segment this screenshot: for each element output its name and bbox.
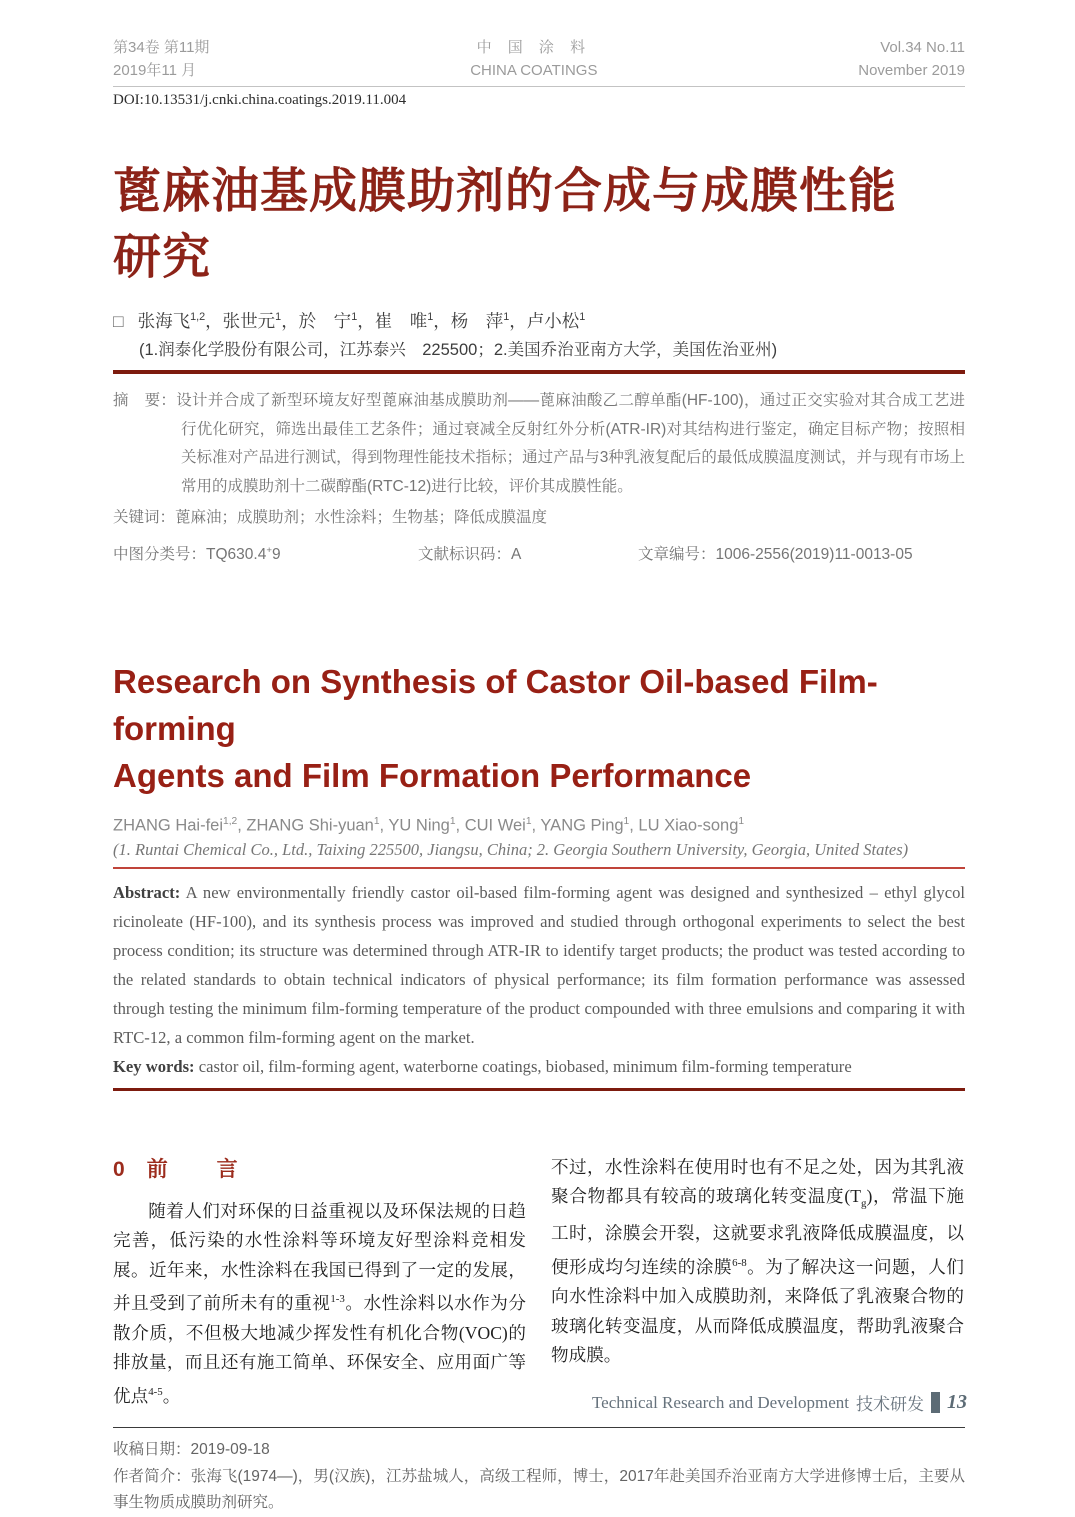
keywords-cn-text: 蓖麻油；成膜助剂；水性涂料；生物基；降低成膜温度	[175, 509, 548, 527]
date-en: November 2019	[858, 62, 965, 79]
abstract-en-label: Abstract:	[113, 883, 181, 903]
classification-row	[113, 542, 965, 564]
section-number: 0	[113, 1157, 125, 1181]
intro-paragraph-left: 随着人们对环保的日益重视以及环保法规的日趋完善，低污染的水性涂料等环境友好型涂料竞相发展。近年来，水性涂料在我国已得到了一定的发展，并且受到了前所未有的重视$^{1-3}$。水性涂料以水作为分散介质，不但极大地减少挥发性有机化合物(VOC)的排放量，而且还有施工简单、环保安全、应用面广等优点$^{4-5}$。	[113, 1200, 526, 1406]
page-number: 13	[947, 1391, 967, 1413]
footnote-block	[113, 1437, 965, 1517]
journal-name	[470, 36, 597, 82]
journal-header	[113, 36, 965, 82]
article-title-cn	[113, 159, 965, 291]
document-code	[418, 542, 638, 564]
date-cn: 2019年11 月	[113, 62, 197, 79]
clc-label: 中图分类号：	[113, 545, 207, 563]
section-title: 前 言	[146, 1157, 252, 1181]
author-marker-icon: □	[113, 310, 124, 331]
journal-name-cn: 中 国 涂 料	[476, 39, 592, 56]
abstract-en-text: A new environmentally friendly castor oil-based film-forming agent was designed and synthesized – ethyl glycol ricinoleate (HF-100), and its synthesis process was improved and studied through orthogonal experiments to select the best process condition; its structure was determined through ATR-IR to identify target products; the product was tested according to the related standards to obtain technical indicators of physical performance; its film formation performance was assessed through testing the minimum film-forming temperature of the product compounded with three emulsions and comparing it with RTC-12, a common film-forming agent on the market.	[113, 883, 965, 1048]
received-date-line	[113, 1437, 965, 1464]
article-id	[638, 542, 913, 564]
footnote-divider	[113, 1427, 965, 1428]
author-bio-text: 张海飞(1974—)，男(汉族)，江苏盐城人，高级工程师，博士，2017年赴美国乔治亚南方大学进修博士后，主要从事生物质成膜助剂研究。	[113, 1467, 965, 1512]
header-volume-issue-en	[858, 36, 965, 82]
authors-en: ZHANG Hai-fei$^{1,2}$, ZHANG Shi-yuan$^1$, YU Ning$^1$, CUI Wei$^1$, YANG Ping$^1$, LU Xiao-song$^1$	[113, 815, 745, 835]
english-header-divider	[113, 867, 965, 869]
article-title-cn-line1: 蓖麻油基成膜助剂的合成与成膜性能	[113, 165, 898, 218]
keywords-en-text: castor oil, film-forming agent, waterborne coatings, biobased, minimum film-forming temperature	[194, 1057, 852, 1077]
keywords-cn-label: 关键词：	[113, 509, 176, 527]
footer-section-cn: 技术研发	[856, 1395, 924, 1414]
article-title-en-line1: Research on Synthesis of Castor Oil-based Film-forming	[113, 662, 878, 747]
document-code-label: 文献标识码：	[418, 545, 512, 563]
abstract-bottom-divider	[113, 1088, 965, 1091]
received-date-value: 2019-09-18	[190, 1441, 270, 1459]
doi-line: DOI:10.13531/j.cnki.china.coatings.2019.11.004	[113, 92, 407, 108]
affiliation-en: (1. Runtai Chemical Co., Ltd., Taixing 225500, Jiangsu, China; 2. Georgia Southern University, Georgia, United States)	[113, 840, 909, 860]
header-volume-issue	[113, 36, 209, 82]
keywords-en	[113, 1052, 965, 1081]
article-title-en	[113, 658, 965, 799]
document-code-value: A	[511, 545, 522, 563]
keywords-en-label: Key words:	[113, 1057, 195, 1077]
article-title-en-line2: Agents and Film Formation Performance	[113, 756, 752, 794]
author-bio-label: 作者简介：	[113, 1467, 191, 1485]
intro-paragraph-right: 不过，水性涂料在使用时也有不足之处，因为其乳液聚合物都具有较高的玻璃化转变温度$(T_g)$，常温下施工时，涂膜会开裂，这就要求乳液降低成膜温度，以便形成均匀连续的涂膜$^{6-8}$。为了解决这一问题，人们向水性涂料中加入成膜助剂，来降低了乳液聚合物的玻璃化转变温度，从而降低成膜温度，帮助乳液聚合物成膜。	[551, 1156, 964, 1366]
body-columns	[113, 1153, 965, 1411]
section-heading-intro	[113, 1153, 526, 1183]
volume-issue-cn: 第34卷 第11期	[113, 39, 210, 56]
left-column	[113, 1153, 526, 1411]
volume-issue-en: Vol.34 No.11	[880, 39, 965, 56]
page-footer	[592, 1390, 967, 1415]
received-date-label: 收稿日期：	[113, 1441, 191, 1459]
keywords-cn	[113, 504, 965, 533]
abstract-cn-label: 摘 要：	[113, 391, 177, 409]
abstract-cn	[113, 387, 965, 502]
right-column	[551, 1153, 964, 1411]
author-bio-line	[113, 1464, 965, 1517]
clc-number	[113, 542, 418, 564]
abstract-cn-text: 设计并合成了新型环境友好型蓖麻油基成膜助剂——蓖麻油酸乙二醇单酯(HF-100)，通过正交实验对其合成工艺进行优化研究，筛选出最佳工艺条件；通过衰减全反射红外分析(ATR-IR)对其结构进行鉴定，确定目标产物；按照相关标准对产品进行测试，得到物理性能技术指标；通过产品与3种乳液复配后的最低成膜温度测试，并与现有市场上常用的成膜助剂十二碳醇酯(RTC-12)进行比较，评价其成膜性能。	[176, 391, 965, 496]
article-title-cn-line2: 研究	[113, 231, 212, 284]
footer-section-en: Technical Research and Development	[591, 1392, 849, 1412]
header-divider	[113, 86, 965, 87]
page-number-bar-icon	[931, 1392, 940, 1413]
abstract-en	[113, 878, 965, 1052]
journal-name-en: CHINA COATINGS	[470, 62, 598, 79]
article-id-label: 文章编号：	[638, 545, 716, 563]
affiliation-cn: (1.润泰化学股份有限公司，江苏泰兴 225500；2.美国乔治亚南方大学，美国佐治亚州)	[139, 340, 778, 359]
article-id-value: 1006-2556(2019)11-0013-05	[715, 545, 913, 563]
clc-value: TQ630.4+9	[206, 544, 281, 563]
authors-cn-names: 张海飞$^{1,2}$，张世元$^1$，於 宁$^1$，崔 唯$^1$，杨 萍$^1$，卢小松$^1$	[137, 310, 586, 331]
title-divider-rule	[113, 370, 965, 374]
authors-cn	[113, 305, 965, 333]
